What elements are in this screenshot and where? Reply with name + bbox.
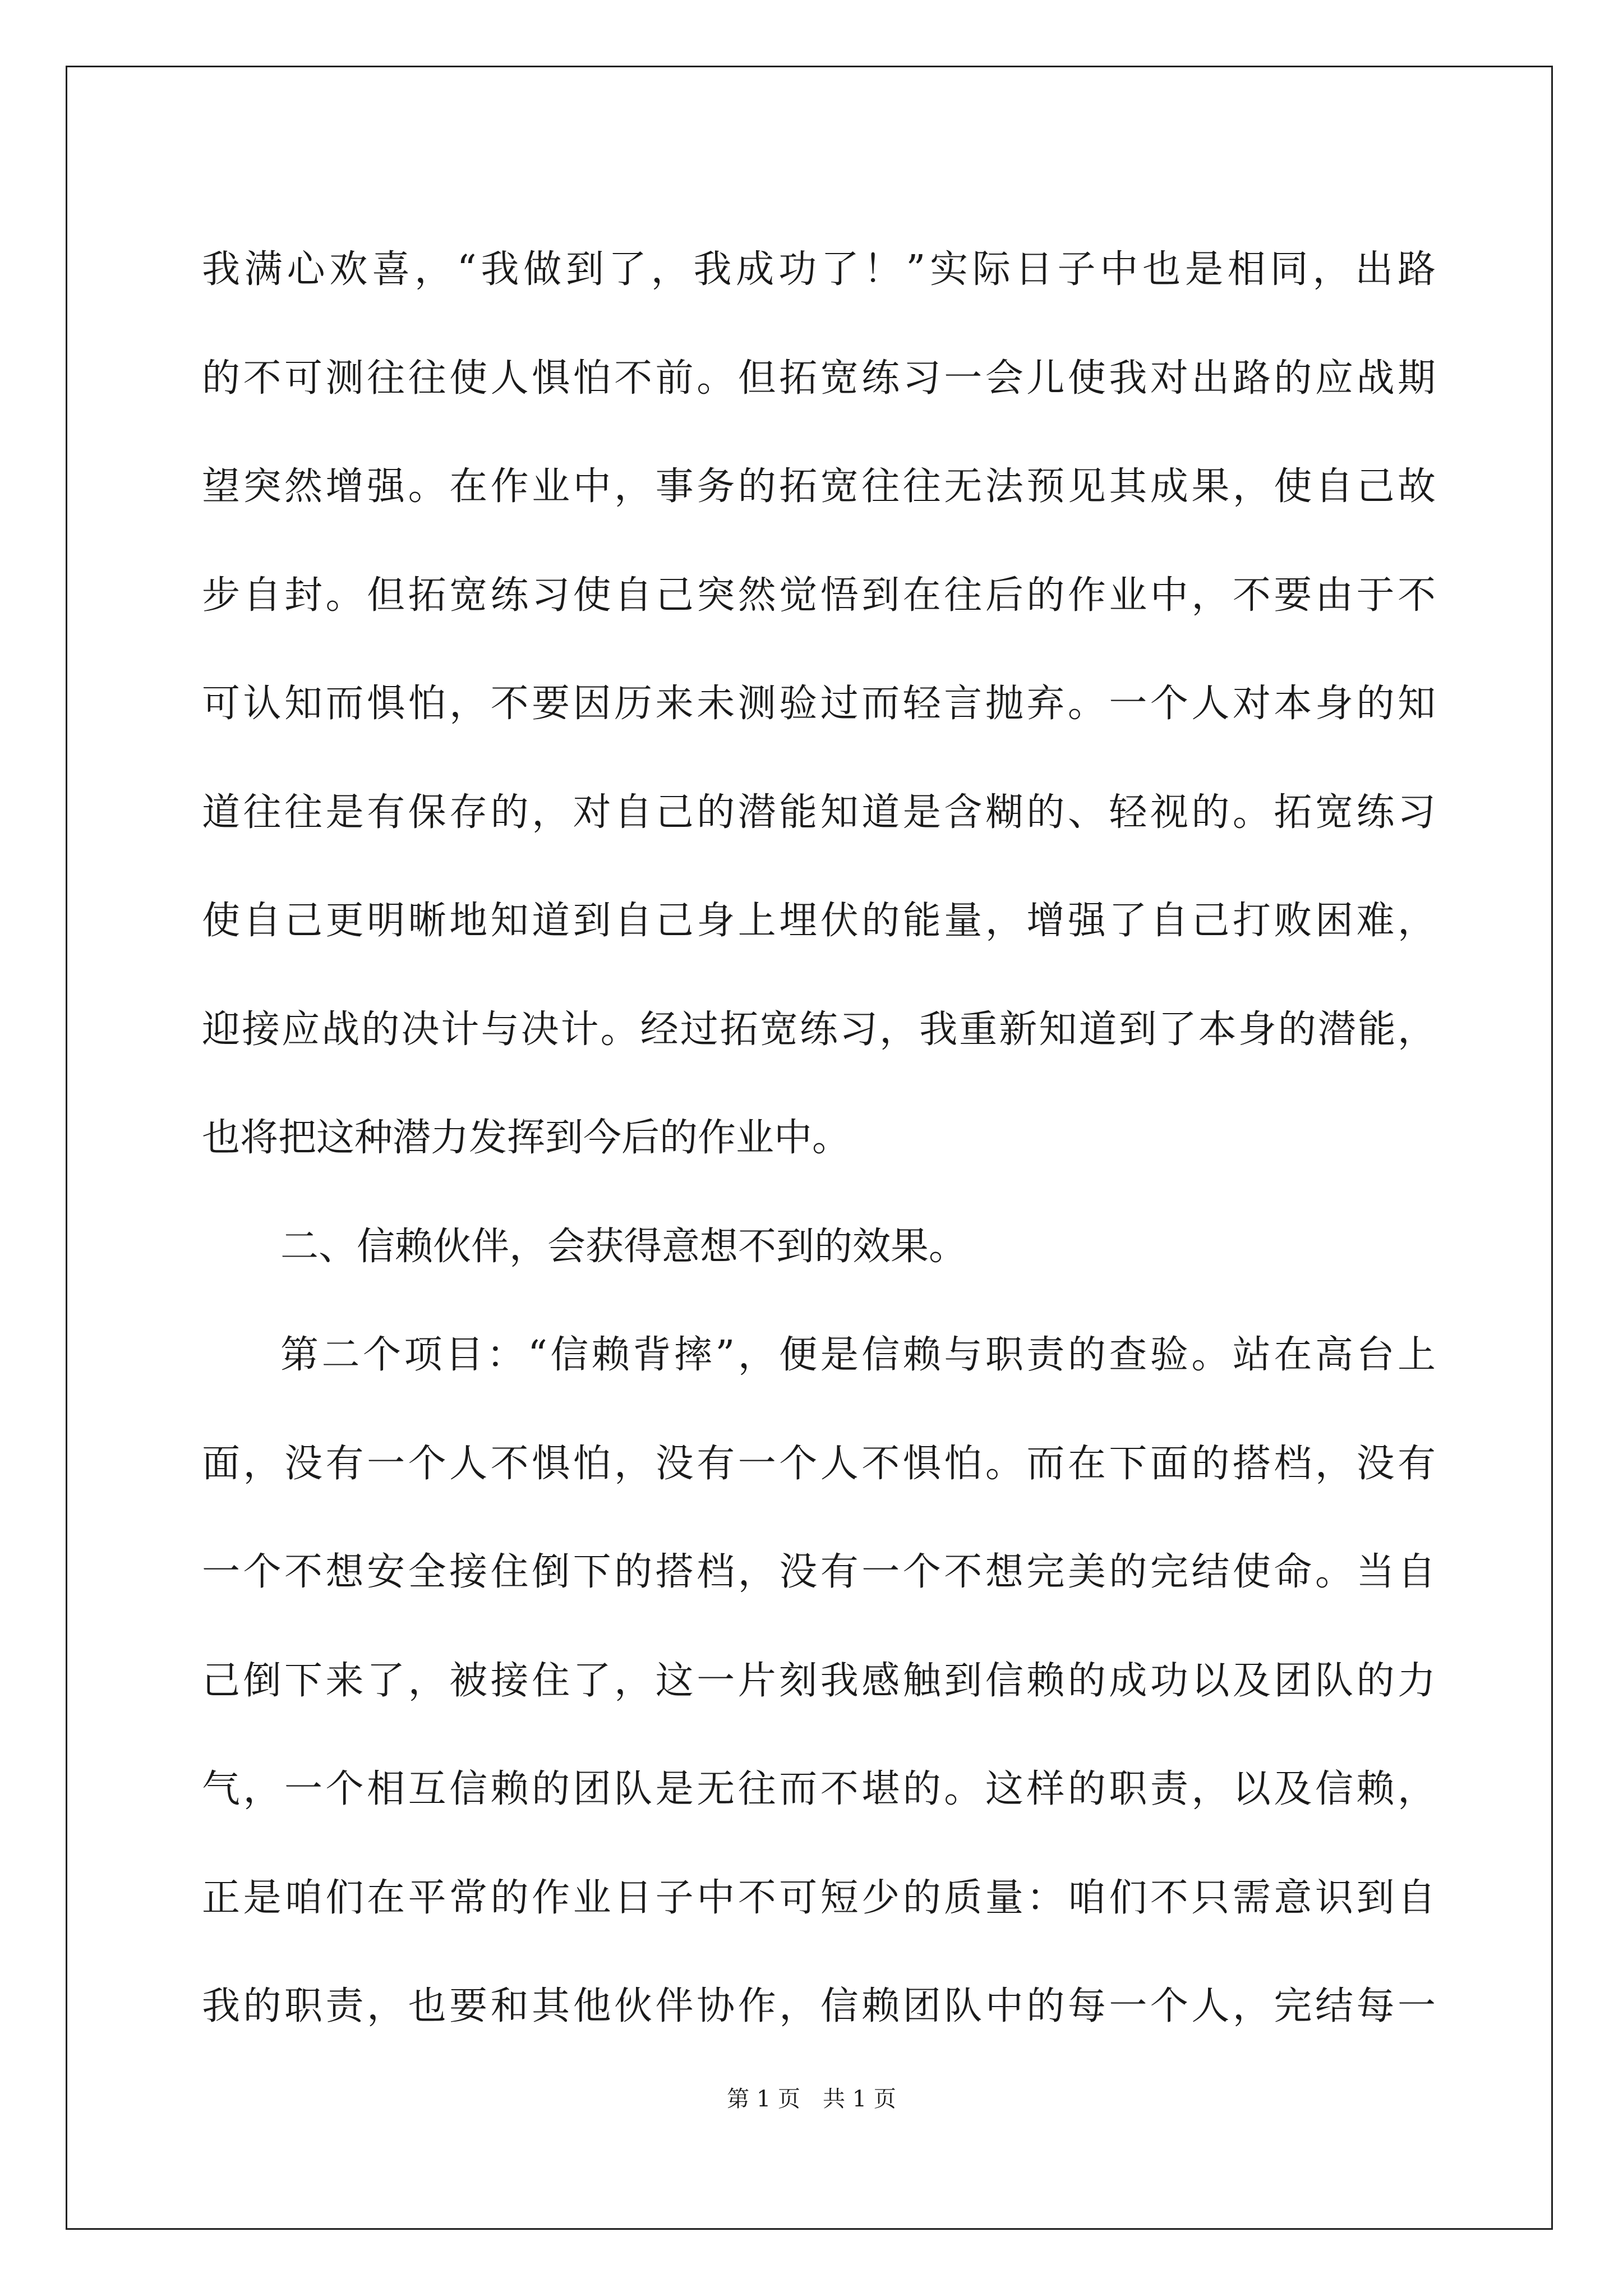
text-line: 望突然增强。在作业中，事务的拓宽往往无法预见其成果，使自己故 bbox=[202, 464, 1436, 509]
text-line: 正是咱们在平常的作业日子中不可短少的质量：咱们不只需意识到自 bbox=[202, 1875, 1436, 1920]
text-line: 我的职责，也要和其他伙伴协作，信赖团队中的每一个人，完结每一 bbox=[202, 1984, 1436, 2028]
text-line: 一个不想安全接住倒下的搭档，没有一个不想完美的完结使命。当自 bbox=[202, 1550, 1436, 1594]
text-line: 可认知而惧怕，不要因历来未测验过而轻言抛弃。一个人对本身的知 bbox=[202, 682, 1436, 726]
document-body bbox=[202, 215, 1436, 2061]
text-line: 道往往是有保存的，对自己的潜能知道是含糊的、轻视的。拓宽练习 bbox=[202, 790, 1436, 835]
section-heading: 二、信赖伙伴，会获得意想不到的效果。 bbox=[280, 1224, 967, 1269]
text-line: 气，一个相互信赖的团队是无往而不堪的。这样的职责，以及信赖， bbox=[202, 1767, 1436, 1811]
text-line: 我满心欢喜，“我做到了，我成功了！”实际日子中也是相同，出路 bbox=[202, 247, 1436, 292]
text-line: 己倒下来了，被接住了，这一片刻我感触到信赖的成功以及团队的力 bbox=[202, 1658, 1436, 1703]
text-line: 第二个项目：“信赖背摔”，便是信赖与职责的查验。站在高台上 bbox=[280, 1333, 1436, 1377]
text-line: 使自己更明晰地知道到自己身上埋伏的能量，增强了自己打败困难， bbox=[202, 899, 1436, 943]
text-line: 的不可测往往使人惧怕不前。但拓宽练习一会儿使我对出路的应战期 bbox=[202, 356, 1436, 401]
text-line: 也将把这种潜力发挥到今后的作业中。 bbox=[202, 1116, 851, 1160]
text-line: 步自封。但拓宽练习使自己突然觉悟到在往后的作业中，不要由于不 bbox=[202, 573, 1436, 618]
text-line: 面，没有一个人不惧怕，没有一个人不惧怕。而在下面的搭档，没有 bbox=[202, 1441, 1436, 1486]
text-line: 迎接应战的决计与决计。经过拓宽练习，我重新知道到了本身的潜能， bbox=[202, 1007, 1436, 1052]
page-number: 第 1 页 共 1 页 bbox=[727, 2086, 896, 2112]
